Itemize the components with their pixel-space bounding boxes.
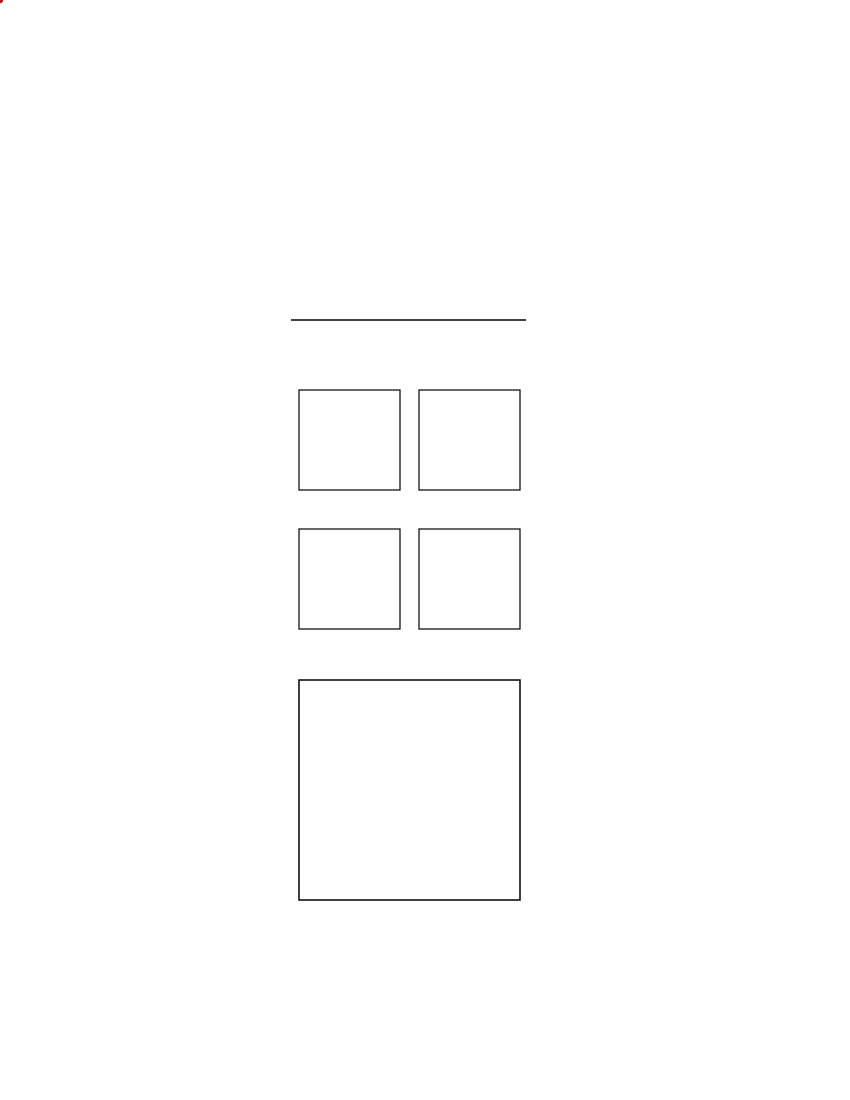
best-fit-point (0, 0, 3, 3)
particle-box-corrected (419, 529, 520, 629)
waveform-comparison-row (299, 390, 520, 490)
particle-motion-row (299, 529, 520, 629)
particle-box-original (299, 529, 400, 629)
waveform-box-corrected (419, 390, 520, 490)
waveform-box-original (299, 390, 400, 490)
grid-frame (299, 680, 520, 900)
seismogram-panel (0, 0, 526, 320)
